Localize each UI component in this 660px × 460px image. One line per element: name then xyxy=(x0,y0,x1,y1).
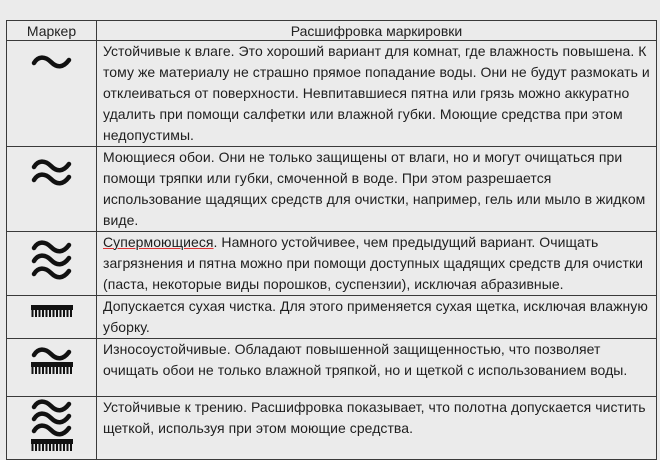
three-waves-and-brush-icon xyxy=(7,397,97,459)
brush-icon xyxy=(7,296,97,332)
description-cell: Износоустойчивые. Обладают повышенной защищенностью, что позволяет очищать обои не только влажной тряпкой, но и щеткой с использованием воды. xyxy=(97,339,657,397)
table-row xyxy=(7,147,657,232)
wave-and-brush-icon xyxy=(7,339,97,389)
table-row xyxy=(7,339,657,397)
marker-cell xyxy=(7,296,97,339)
three-waves-icon xyxy=(7,232,97,288)
marker-cell xyxy=(7,339,97,397)
table-row xyxy=(7,41,657,147)
header-description: Расшифровка маркировки xyxy=(97,21,657,41)
marker-cell xyxy=(7,147,97,232)
table-header-row xyxy=(7,21,657,41)
two-waves-icon xyxy=(7,147,97,191)
description-cell: Устойчивые к влаге. Это хороший вариант для комнат, где влажность повышена. К тому же материалу не страшно прямое попадание воды. Они не будут размокать и отклеиваться от поверхности. Невпитавшиеся пятна или грязь можно аккуратно удалить при помощи салфетки или влажной губки. Моющие средства при этом недопустимы. xyxy=(97,41,657,147)
marker-cell xyxy=(7,232,97,296)
description-cell: Устойчивые к трению. Расшифровка показывает, что полотна допускается чистить щеткой, используя при этом моющие средства. xyxy=(97,397,657,460)
description-cell xyxy=(97,232,657,296)
table-row xyxy=(7,397,657,460)
table-row xyxy=(7,296,657,339)
marking-table xyxy=(6,20,657,460)
description-lead: Супермоющиеся xyxy=(103,234,214,250)
one-wave-icon xyxy=(7,41,97,81)
description-cell: Моющиеся обои. Они не только защищены от влаги, но и могут очищаться при помощи тряпки или губки, смоченной в воде. При этом разрешается использование щадящих средств для очистки, например, гель или мыло в жидком виде. xyxy=(97,147,657,232)
table-row xyxy=(7,232,657,296)
description-cell: Допускается сухая чистка. Для этого применяется сухая щетка, исключая влажную уборку. xyxy=(97,296,657,339)
description-rest: . Намного устойчивее, чем предыдущий вариант. Очищать загрязнения и пятна можно при помощи доступных щадящих средств для очистки (паста, некоторые виды порошков, суспензии), исключая абразивные. xyxy=(103,234,643,292)
marker-cell xyxy=(7,41,97,147)
header-marker: Маркер xyxy=(7,21,97,41)
marker-cell xyxy=(7,397,97,460)
